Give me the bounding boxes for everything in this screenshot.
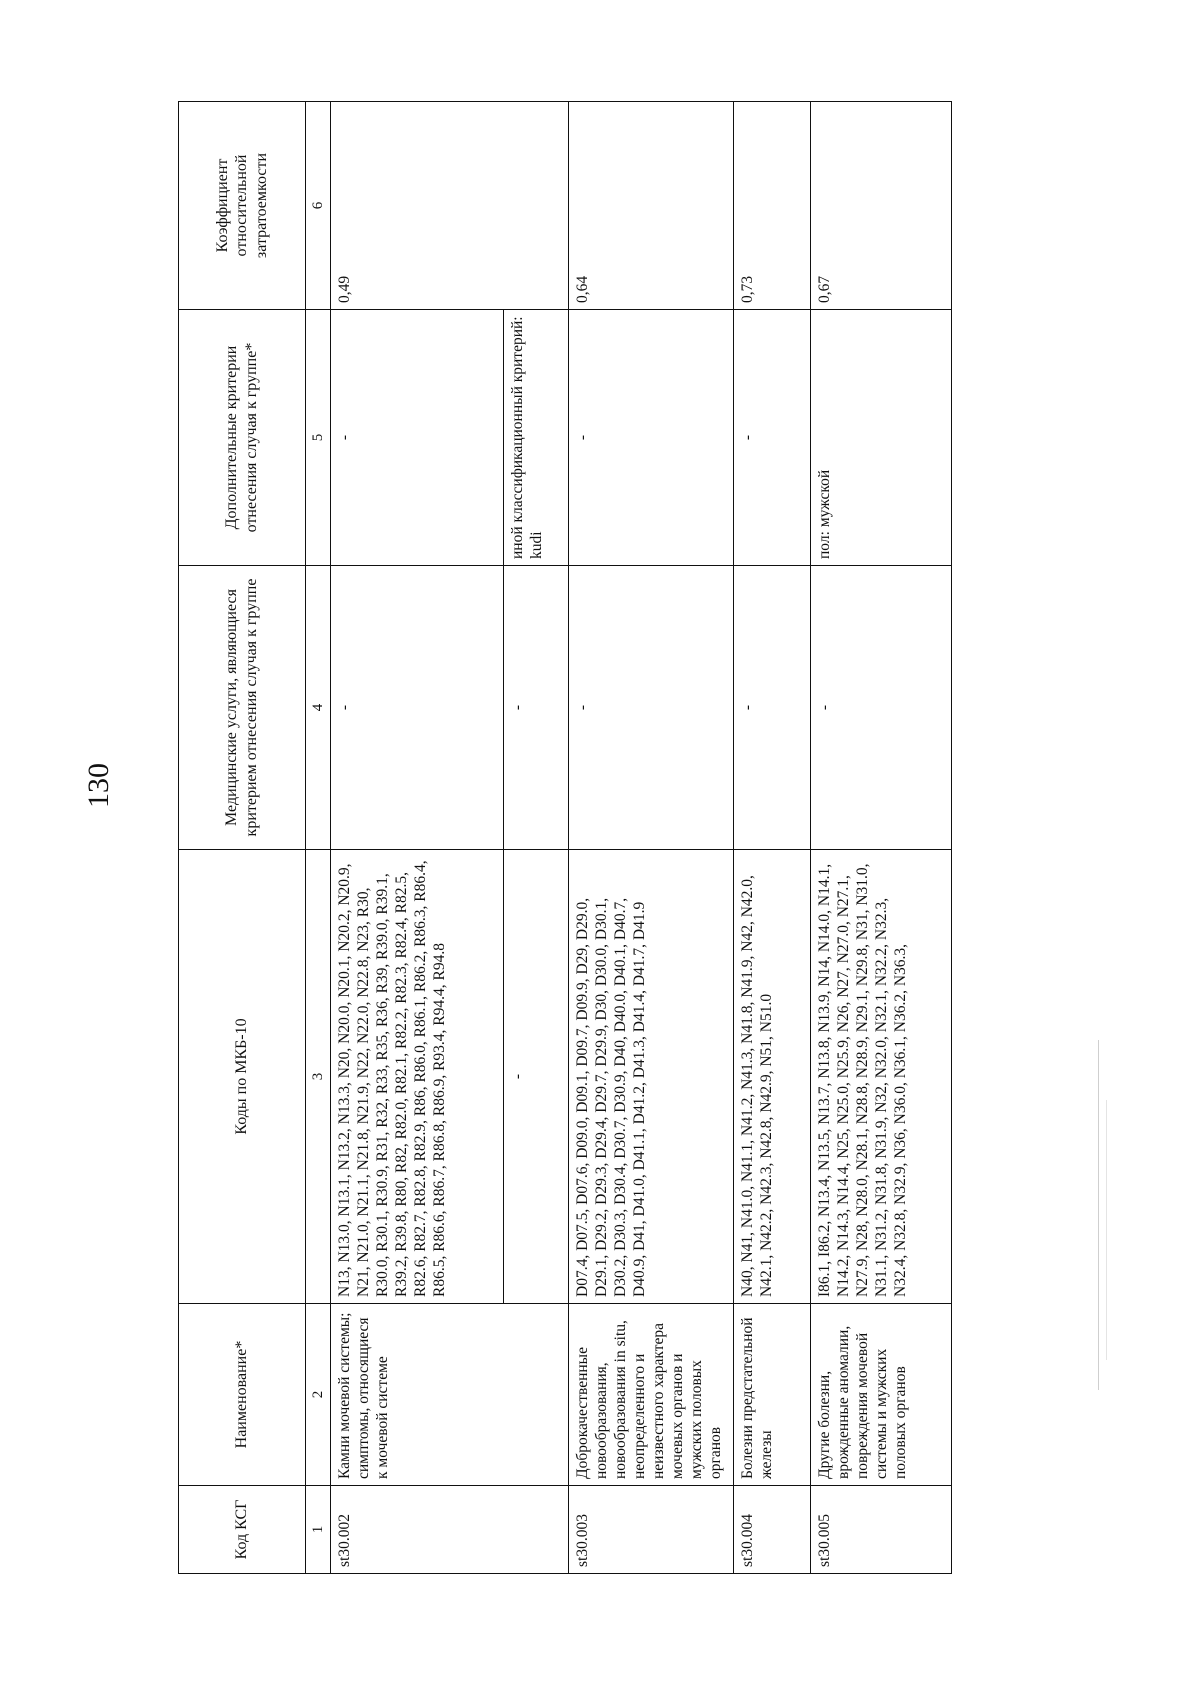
- page-number: 130: [82, 763, 115, 808]
- column-number: 6: [306, 102, 331, 310]
- icd-codes: D07.4, D07.5, D07.6, D09.0, D09.1, D09.7, D09.9, D29, D29.0, D29.1, D29.2, D29.3, D29.4, D29.7, D29.9, D30, D30.0, D30.1, D30.2, D30.3, D30.4, D30.7, D30.9, D40, D40.0, D40.1, D40.7, D40.9, D41, D41.0, D41.1, D41.2, D41.3, D41.4, D41.7, D41.9: [569, 850, 734, 1304]
- column-number: 3: [306, 850, 331, 1304]
- ksg-code: st30.003: [569, 1486, 734, 1574]
- medical-services: -: [569, 566, 734, 850]
- table-row: [569, 102, 734, 1574]
- additional-criteria: -: [734, 310, 811, 566]
- column-number: 5: [306, 310, 331, 566]
- column-number: 1: [306, 1486, 331, 1574]
- additional-criteria: -: [331, 310, 504, 566]
- medical-services: -: [811, 566, 952, 850]
- scan-artifact-line: [1106, 1100, 1107, 1360]
- medical-services: -: [734, 566, 811, 850]
- ksg-name: Доброкачественные новообразования, новообразования in situ, неопределенного и неизвестного характера мочевых органов и мужских половых органов: [569, 1304, 734, 1486]
- header-row: [179, 102, 306, 1574]
- column-number: 2: [306, 1304, 331, 1486]
- ksg-name: Болезни предстательной железы: [734, 1304, 811, 1486]
- cost-coefficient: 0,49: [331, 102, 569, 310]
- ksg-name: Камни мочевой системы; симптомы, относящиеся к мочевой системе: [331, 1304, 569, 1486]
- ksg-code: st30.004: [734, 1486, 811, 1574]
- header-name: Наименование*: [179, 1304, 306, 1486]
- additional-criteria: иной классификационный критерий: kudi: [504, 310, 569, 566]
- cost-coefficient: 0,73: [734, 102, 811, 310]
- scan-artifact-line: [1098, 1040, 1099, 1390]
- header-medical-services: Медицинские услуги, являющиеся критерием отнесения случая к группе: [179, 566, 306, 850]
- icd-codes: N40, N41, N41.0, N41.1, N41.2, N41.3, N41.8, N41.9, N42, N42.0, N42.1, N42.2, N42.3, N42.8, N42.9, N51, N51.0: [734, 850, 811, 1304]
- header-cost-coefficient: Коэффициент относительной затратоемкости: [179, 102, 306, 310]
- medical-services: -: [504, 566, 569, 850]
- icd-codes: I86.1, I86.2, N13.4, N13.5, N13.7, N13.8, N13.9, N14, N14.0, N14.1, N14.2, N14.3, N14.4, N25, N25.0, N25.9, N26, N27, N27.0, N27.1, N27.9, N28, N28.0, N28.1, N28.8, N28.9, N29.1, N29.8, N31, N31.0, N31.1, N31.2, N31.8, N31.9, N32, N32.0, N32.1, N32.2, N32.3, N32.4, N32.8, N32.9, N36, N36.0, N36.1, N36.2, N36.3,: [811, 850, 952, 1304]
- rotated-table-container: [178, 102, 1083, 1574]
- ksg-table: [178, 101, 952, 1574]
- header-additional-criteria: Дополнительные критерии отнесения случая к группе*: [179, 310, 306, 566]
- header-icd-codes: Коды по МКБ-10: [179, 850, 306, 1304]
- cost-coefficient: 0,67: [811, 102, 952, 310]
- icd-codes: -: [504, 850, 569, 1304]
- additional-criteria: пол: мужской: [811, 310, 952, 566]
- table-row: [734, 102, 811, 1574]
- ksg-name: Другие болезни, врожденные аномалии, повреждения мочевой системы и мужских половых органов: [811, 1304, 952, 1486]
- medical-services: -: [331, 566, 504, 850]
- column-number-row: [306, 102, 331, 1574]
- table-row: [331, 102, 504, 1574]
- table-row: [811, 102, 952, 1574]
- additional-criteria: -: [569, 310, 734, 566]
- column-number: 4: [306, 566, 331, 850]
- ksg-code: st30.002: [331, 1486, 569, 1574]
- header-ksg-code: Код КСГ: [179, 1486, 306, 1574]
- icd-codes: N13, N13.0, N13.1, N13.2, N13.3, N20, N20.0, N20.1, N20.2, N20.9, N21, N21.0, N21.1, N21.8, N21.9, N22, N22.0, N22.8, N23, R30, R30.0, R30.1, R30.9, R31, R32, R33, R35, R36, R39, R39.0, R39.1, R39.2, R39.8, R80, R82, R82.0, R82.1, R82.2, R82.3, R82.4, R82.5, R82.6, R82.7, R82.8, R82.9, R86, R86.0, R86.1, R86.2, R86.3, R86.4, R86.5, R86.6, R86.7, R86.8, R86.9, R93.4, R94.4, R94.8: [331, 850, 504, 1304]
- cost-coefficient: 0,64: [569, 102, 734, 310]
- ksg-code: st30.005: [811, 1486, 952, 1574]
